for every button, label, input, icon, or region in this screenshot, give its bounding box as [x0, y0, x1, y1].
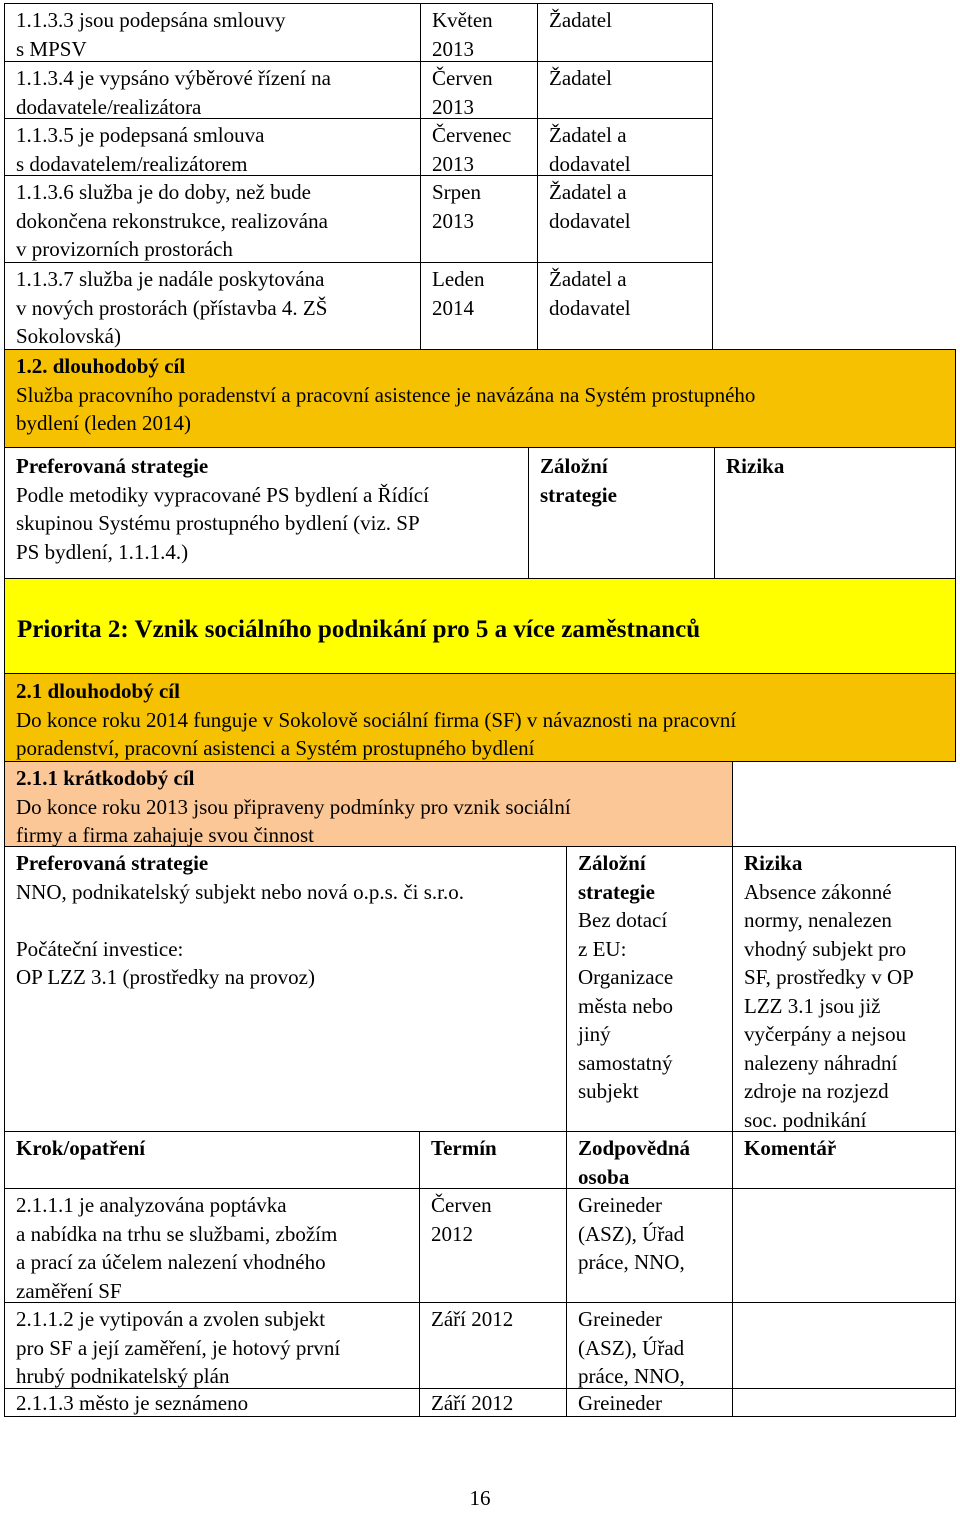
table-cell-term: Srpen 2013	[420, 175, 538, 263]
table-cell-comment	[732, 1388, 956, 1417]
goal-heading: 2.1 dlouhodobý cíl	[16, 679, 180, 703]
table-cell-term: Červen 2012	[419, 1188, 567, 1303]
table-cell-step: 2.1.1.2 je vytipován a zvolen subjekt pro SF a její zaměření, je hotový první hrubý podnikatelský plán	[4, 1302, 420, 1389]
preferred-strategy-cell: Preferovaná strategie NNO, podnikatelský subjekt nebo nová o.p.s. či s.r.o. Počáteční investice: OP LZZ 3.1 (prostředky na provoz)	[4, 846, 567, 1132]
backup-strategy-cell: Záložní strategie Bez dotací z EU: Organizace města nebo jiný samostatný subjekt	[566, 846, 733, 1132]
table-cell-term: Červenec 2013	[420, 118, 538, 176]
table-cell-step: 1.1.3.6 služba je do doby, než bude dokončena rekonstrukce, realizována v provizorních prostorách	[4, 175, 421, 263]
table-header-term: Termín	[419, 1131, 567, 1189]
table-cell-responsible: Žadatel a dodavatel	[537, 118, 713, 176]
table-cell-responsible: Žadatel	[537, 3, 713, 62]
table-cell-term: Květen 2013	[420, 3, 538, 62]
risks-cell: Rizika	[714, 447, 956, 579]
backup-strategy-cell: Záložní strategie	[528, 447, 715, 579]
table-cell-step: 2.1.1.1 je analyzována poptávka a nabídka na trhu se službami, zbožím a prací za účelem nalezení vhodného zaměření SF	[4, 1188, 420, 1303]
table-cell-responsible: Žadatel a dodavatel	[537, 262, 713, 350]
goal-heading: 1.2. dlouhodobý cíl	[16, 354, 186, 378]
table-cell-step: 1.1.3.7 služba je nadále poskytována v nových prostorách (přístavba 4. ZŠ Sokolovská)	[4, 262, 421, 350]
table-cell-comment	[732, 1302, 956, 1389]
table-cell-responsible: Žadatel a dodavatel	[537, 175, 713, 263]
table-cell-responsible: Greineder	[566, 1388, 733, 1417]
goal-heading: 2.1.1 krátkodobý cíl	[16, 766, 195, 790]
risks-cell: Rizika Absence zákonné normy, nenalezen vhodný subjekt pro SF, prostředky v OP LZZ 3.1 jsou již vyčerpány a nejsou nalezeny náhradní zdroje na rozjezd soc. podnikání	[732, 846, 956, 1132]
table-cell-responsible: Greineder (ASZ), Úřad práce, NNO,	[566, 1188, 733, 1303]
table-cell-term: Září 2012	[419, 1302, 567, 1389]
table-cell-step: 1.1.3.3 jsou podepsána smlouvy s MPSV	[4, 3, 421, 62]
table-cell-step: 1.1.3.5 je podepsaná smlouva s dodavatelem/realizátorem	[4, 118, 421, 176]
long-term-goal-1-2: 1.2. dlouhodobý cíl Služba pracovního poradenství a pracovní asistence je navázána na Systém prostupného bydlení (leden 2014)	[4, 349, 956, 448]
table-cell-step: 2.1.1.3 město je seznámeno	[4, 1388, 420, 1417]
table-cell-comment	[732, 1188, 956, 1303]
long-term-goal-2-1: 2.1 dlouhodobý cíl Do konce roku 2014 funguje v Sokolově sociální firma (SF) v návaznosti na pracovní poradenství, pracovní asistenci a Systém prostupného bydlení	[4, 673, 956, 762]
page-number: 16	[469, 1486, 491, 1510]
table-header-step: Krok/opatření	[4, 1131, 420, 1189]
table-header-comment: Komentář	[732, 1131, 956, 1189]
table-header-responsible: Zodpovědná osoba	[566, 1131, 733, 1189]
short-term-goal-2-1-1: 2.1.1 krátkodobý cíl Do konce roku 2013 jsou připraveny podmínky pro vznik sociální firmy a firma zahajuje svou činnost	[4, 761, 733, 847]
preferred-strategy-cell: Preferovaná strategie Podle metodiky vypracované PS bydlení a Řídící skupinou Systému prostupného bydlení (viz. SP PS bydlení, 1.1.1.4.)	[4, 447, 529, 579]
table-cell-term: Září 2012	[419, 1388, 567, 1417]
table-cell-term: Leden 2014	[420, 262, 538, 350]
table-cell-responsible: Žadatel	[537, 61, 713, 119]
priority-heading: Priorita 2: Vznik sociálního podnikání pro 5 a více zaměstnanců	[4, 578, 956, 674]
table-cell-term: Červen 2013	[420, 61, 538, 119]
table-cell-responsible: Greineder (ASZ), Úřad práce, NNO,	[566, 1302, 733, 1389]
table-cell-step: 1.1.3.4 je vypsáno výběrové řízení na dodavatele/realizátora	[4, 61, 421, 119]
